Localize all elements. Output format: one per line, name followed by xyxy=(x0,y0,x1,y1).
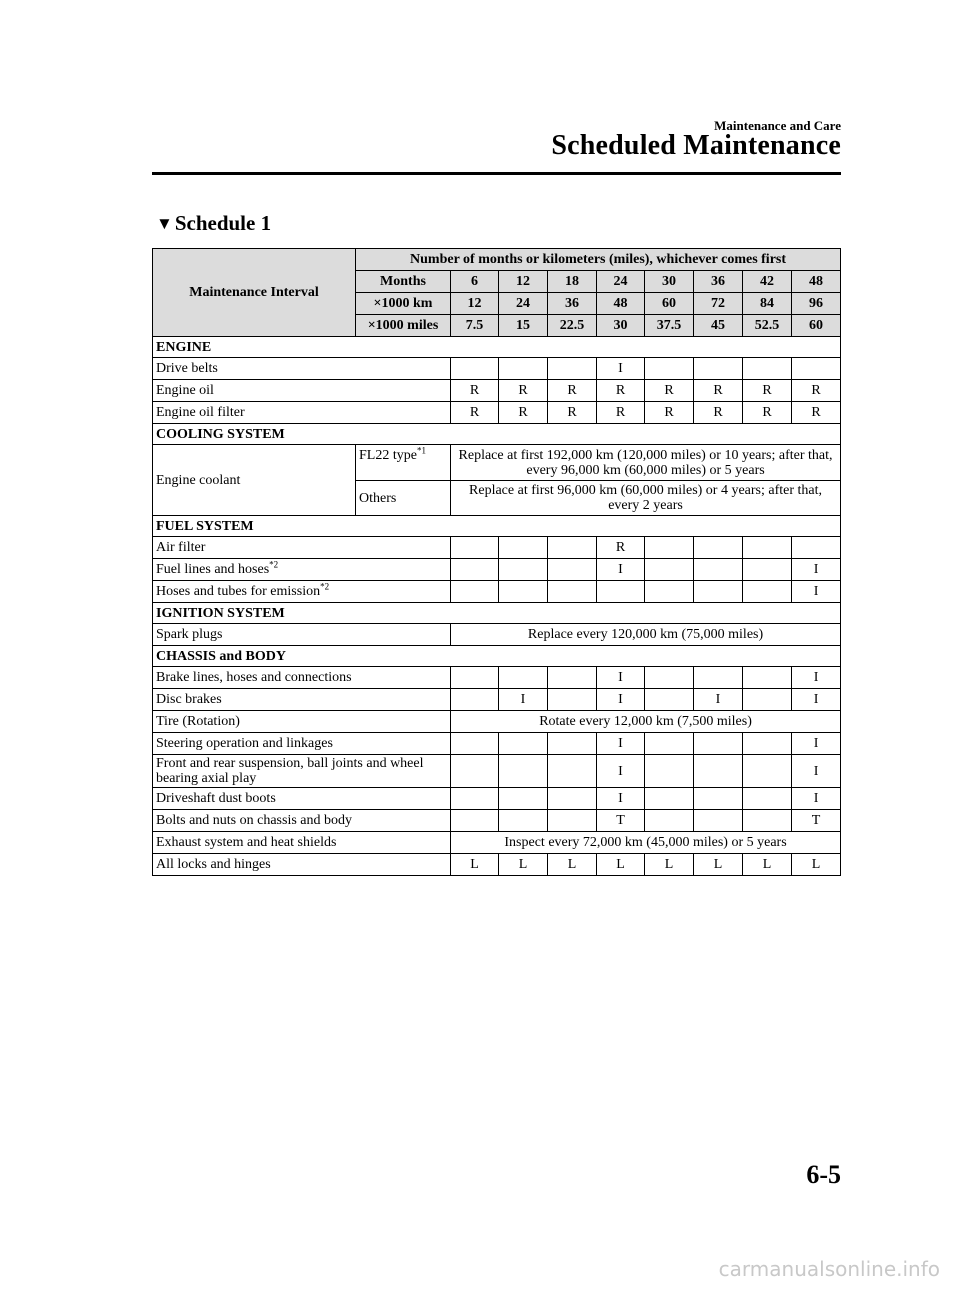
interval-value xyxy=(597,293,645,315)
item-interval-cell xyxy=(743,689,792,711)
item-interval-mark: I xyxy=(813,763,819,779)
item-name-text: Tire (Rotation) xyxy=(156,714,240,729)
item-interval-cell xyxy=(743,581,792,603)
item-interval-mark: I xyxy=(715,692,721,707)
item-row xyxy=(153,581,841,603)
item-interval-cell xyxy=(645,667,694,689)
item-name-text: Drive belts xyxy=(156,361,218,376)
item-interval-cell xyxy=(499,854,548,876)
item-interval-cell xyxy=(645,788,694,810)
item-interval-mark: R xyxy=(664,405,674,420)
interval-value-text: 48 xyxy=(809,274,824,289)
item-interval-cell xyxy=(743,755,792,788)
item-interval-mark: R xyxy=(664,383,674,398)
item-interval-cell xyxy=(499,537,548,559)
item-name-text: Steering operation and linkages xyxy=(156,736,333,751)
item-interval-note-text: Rotate every 12,000 km (7,500 miles) xyxy=(539,714,752,729)
item-interval-cell xyxy=(499,689,548,711)
item-interval-cell xyxy=(548,559,597,581)
item-name xyxy=(153,667,451,689)
item-interval-cell xyxy=(694,402,743,424)
item-interval-cell xyxy=(694,667,743,689)
item-name xyxy=(153,854,451,876)
footnote-marker: *2 xyxy=(320,581,330,592)
item-interval-mark: R xyxy=(469,383,480,398)
item-name xyxy=(153,358,451,380)
interval-value-text: 45 xyxy=(711,318,725,333)
section-row-cooling xyxy=(153,424,841,445)
item-interval-cell xyxy=(743,788,792,810)
coolant-fl22-text: Replace at first 192,000 km (120,000 miles) or 10 years; after that, every 96,000 km (60,000 miles) or 5 years xyxy=(458,447,833,478)
item-interval-cell xyxy=(743,810,792,832)
item-interval-mark: I xyxy=(813,736,819,751)
interval-value-text: 42 xyxy=(760,274,774,289)
interval-value xyxy=(792,315,841,337)
item-interval-cell xyxy=(548,689,597,711)
interval-value-text: 72 xyxy=(711,296,725,311)
item-interval-cell xyxy=(548,380,597,402)
item-interval-cell xyxy=(597,810,645,832)
item-name xyxy=(153,733,451,755)
coolant-row-fl22 xyxy=(153,445,841,481)
item-interval-mark: L xyxy=(811,857,821,872)
interval-caption-text: Number of months or kilometers (miles), whichever comes first xyxy=(410,252,787,267)
item-interval-cell xyxy=(792,810,841,832)
interval-value-text: 12 xyxy=(516,274,530,289)
item-interval-cell xyxy=(792,537,841,559)
item-interval-mark: I xyxy=(813,692,819,707)
item-interval-cell xyxy=(451,380,499,402)
interval-value xyxy=(499,315,548,337)
item-interval-cell xyxy=(499,402,548,424)
item-row xyxy=(153,559,841,581)
coolant-others-text: Replace at first 96,000 km (60,000 miles) or 4 years; after that, every 2 years xyxy=(469,483,823,513)
item-interval-note xyxy=(451,832,841,854)
interval-value-text: 96 xyxy=(809,296,824,311)
item-interval-cell xyxy=(499,733,548,755)
item-name-text: Brake lines, hoses and connections xyxy=(156,670,352,685)
item-interval-cell xyxy=(548,733,597,755)
item-interval-cell xyxy=(792,689,841,711)
item-interval-mark: I xyxy=(813,670,819,685)
interval-value-text: 6 xyxy=(471,274,478,289)
item-interval-mark: R xyxy=(811,383,821,398)
coolant-type-others xyxy=(356,481,451,516)
item-interval-cell xyxy=(694,733,743,755)
section-label: Maintenance and Care xyxy=(714,118,841,133)
item-interval-cell xyxy=(792,854,841,876)
item-row xyxy=(153,711,841,733)
section-heading xyxy=(153,424,841,445)
item-interval-cell xyxy=(694,358,743,380)
item-interval-mark: L xyxy=(518,857,528,872)
item-interval-mark: T xyxy=(811,813,821,828)
interval-value xyxy=(743,271,792,293)
item-interval-mark: R xyxy=(567,405,577,420)
item-interval-mark: R xyxy=(615,405,626,420)
item-interval-cell xyxy=(743,537,792,559)
item-name-text: Driveshaft dust boots xyxy=(156,791,276,806)
interval-value xyxy=(597,315,645,337)
item-row xyxy=(153,755,841,788)
item-row xyxy=(153,537,841,559)
item-interval-mark: R xyxy=(762,383,772,398)
item-interval-mark: I xyxy=(618,670,623,685)
item-interval-mark: I xyxy=(813,562,819,577)
interval-value xyxy=(499,271,548,293)
item-name-text: Bolts and nuts on chassis and body xyxy=(156,813,352,828)
interval-unit-label xyxy=(356,315,451,337)
item-name-text: Engine oil xyxy=(156,383,214,398)
item-interval-cell xyxy=(792,755,841,788)
item-interval-cell xyxy=(792,358,841,380)
item-interval-cell xyxy=(792,402,841,424)
item-interval-cell xyxy=(597,380,645,402)
section-heading xyxy=(153,516,841,537)
down-triangle-icon: ▼ xyxy=(156,213,173,233)
item-interval-mark: R xyxy=(518,405,528,420)
item-interval-cell xyxy=(645,854,694,876)
item-interval-note xyxy=(451,624,841,646)
item-interval-mark: L xyxy=(762,857,772,872)
item-interval-mark: R xyxy=(713,405,723,420)
item-interval-note xyxy=(451,711,841,733)
section-row-engine xyxy=(153,337,841,358)
interval-header-row xyxy=(153,249,841,271)
item-interval-cell xyxy=(451,559,499,581)
interval-value-text: 37.5 xyxy=(656,318,682,333)
interval-value xyxy=(548,315,597,337)
interval-unit-text: ×1000 km xyxy=(373,296,433,311)
item-name xyxy=(153,624,451,646)
interval-value xyxy=(548,271,597,293)
item-interval-cell xyxy=(743,559,792,581)
item-row xyxy=(153,689,841,711)
interval-value xyxy=(499,293,548,315)
item-interval-cell xyxy=(451,581,499,603)
interval-value-text: 12 xyxy=(467,296,482,311)
interval-value-text: 30 xyxy=(662,274,676,289)
item-interval-cell xyxy=(499,755,548,788)
interval-unit-text: Months xyxy=(380,274,426,289)
item-interval-cell xyxy=(743,854,792,876)
item-name xyxy=(153,380,451,402)
item-interval-mark: R xyxy=(811,405,821,420)
interval-value-text: 36 xyxy=(711,274,725,289)
item-interval-note-text: Replace every 120,000 km (75,000 miles) xyxy=(527,627,764,642)
item-interval-cell xyxy=(597,559,645,581)
maintenance-interval-label xyxy=(153,249,356,337)
item-interval-note-text: Inspect every 72,000 km (45,000 miles) or 5 years xyxy=(504,835,787,850)
item-interval-cell xyxy=(499,788,548,810)
item-interval-cell xyxy=(451,667,499,689)
maintenance-interval-text: Maintenance Interval xyxy=(189,285,319,300)
item-name xyxy=(153,402,451,424)
item-interval-cell xyxy=(451,733,499,755)
interval-caption xyxy=(356,249,841,271)
item-interval-mark: R xyxy=(518,383,528,398)
item-name-text: Front and rear suspension, ball joints and wheel bearing axial play xyxy=(156,756,424,786)
schedule-table-body xyxy=(153,249,841,876)
item-interval-cell xyxy=(548,581,597,603)
coolant-fl22-interval xyxy=(451,445,841,481)
coolant-name xyxy=(153,445,356,516)
item-interval-mark: R xyxy=(615,540,626,555)
interval-unit-text: ×1000 miles xyxy=(367,318,439,333)
interval-value xyxy=(792,271,841,293)
coolant-type-text: FL22 type xyxy=(359,448,417,463)
interval-value xyxy=(597,271,645,293)
item-interval-cell xyxy=(499,581,548,603)
interval-value-text: 30 xyxy=(613,318,628,333)
footnote-marker: *1 xyxy=(416,445,426,456)
item-interval-cell xyxy=(451,854,499,876)
item-interval-cell xyxy=(743,733,792,755)
coolant-type-text: Others xyxy=(359,490,397,506)
item-interval-cell xyxy=(694,755,743,788)
item-interval-cell xyxy=(548,402,597,424)
item-interval-mark: I xyxy=(520,692,526,707)
item-interval-mark: L xyxy=(616,857,625,872)
item-row xyxy=(153,358,841,380)
item-row xyxy=(153,667,841,689)
item-row xyxy=(153,810,841,832)
item-interval-mark: L xyxy=(664,857,674,872)
item-name-text: Engine oil filter xyxy=(156,405,245,420)
interval-value xyxy=(694,315,743,337)
item-interval-cell xyxy=(694,788,743,810)
item-interval-cell xyxy=(597,358,645,380)
item-interval-mark: I xyxy=(813,584,819,599)
page-title: Scheduled Maintenance xyxy=(551,130,841,161)
interval-value-text: 60 xyxy=(662,296,676,311)
item-interval-cell xyxy=(597,755,645,788)
item-interval-cell xyxy=(548,788,597,810)
interval-value-text: 15 xyxy=(516,318,530,333)
interval-value-text: 18 xyxy=(565,274,579,289)
item-interval-cell xyxy=(597,667,645,689)
item-interval-mark: R xyxy=(567,383,577,398)
item-interval-mark: L xyxy=(470,857,479,872)
section-heading-text: IGNITION SYSTEM xyxy=(156,605,285,621)
interval-value xyxy=(645,271,694,293)
item-interval-cell xyxy=(597,402,645,424)
interval-value xyxy=(451,293,499,315)
interval-value xyxy=(451,271,499,293)
item-interval-mark: L xyxy=(567,857,577,872)
item-interval-cell xyxy=(597,854,645,876)
item-name xyxy=(153,832,451,854)
item-interval-cell xyxy=(451,537,499,559)
item-interval-mark: I xyxy=(618,692,623,707)
item-interval-cell xyxy=(645,380,694,402)
item-interval-cell xyxy=(597,788,645,810)
schedule-title: Schedule 1 xyxy=(174,211,272,235)
item-interval-cell xyxy=(597,689,645,711)
item-interval-mark: I xyxy=(618,791,623,806)
section-heading-text: ENGINE xyxy=(156,339,212,355)
item-interval-mark: I xyxy=(618,736,623,751)
item-interval-cell xyxy=(743,380,792,402)
item-interval-cell xyxy=(548,667,597,689)
item-name-text: Exhaust system and heat shields xyxy=(156,835,337,850)
interval-value xyxy=(694,293,743,315)
item-interval-cell xyxy=(792,788,841,810)
interval-value-text: 24 xyxy=(516,296,530,311)
section-heading xyxy=(153,337,841,358)
interval-value-text: 22.5 xyxy=(559,318,585,333)
item-interval-cell xyxy=(451,810,499,832)
interval-value-text: 24 xyxy=(613,274,628,289)
interval-unit-label xyxy=(356,293,451,315)
schedule-heading xyxy=(156,211,271,236)
interval-value xyxy=(451,315,499,337)
interval-value-text: 60 xyxy=(809,318,824,333)
section-heading xyxy=(153,603,841,624)
interval-value xyxy=(645,293,694,315)
item-interval-cell xyxy=(451,358,499,380)
item-interval-cell xyxy=(499,380,548,402)
coolant-type-fl22 xyxy=(356,445,451,481)
item-name-text: All locks and hinges xyxy=(156,857,271,872)
item-interval-cell xyxy=(548,537,597,559)
interval-value xyxy=(645,315,694,337)
item-interval-mark: R xyxy=(713,383,723,398)
interval-value-text: 36 xyxy=(565,296,579,311)
section-heading-text: CHASSIS and BODY xyxy=(156,648,286,664)
section-row-ignition xyxy=(153,603,841,624)
interval-unit-label xyxy=(356,271,451,293)
item-interval-cell xyxy=(499,810,548,832)
item-row xyxy=(153,733,841,755)
interval-value-text: 52.5 xyxy=(754,318,780,333)
section-row-fuel xyxy=(153,516,841,537)
section-heading-text: COOLING SYSTEM xyxy=(156,426,285,442)
item-interval-cell xyxy=(548,755,597,788)
page-number: 6-5 xyxy=(806,1160,841,1189)
item-interval-cell xyxy=(694,689,743,711)
item-interval-cell xyxy=(792,581,841,603)
item-interval-cell xyxy=(792,733,841,755)
interval-value xyxy=(694,271,743,293)
item-interval-mark: I xyxy=(618,361,623,376)
section-heading-text: FUEL SYSTEM xyxy=(156,518,254,534)
item-interval-cell xyxy=(645,810,694,832)
item-row xyxy=(153,854,841,876)
section-heading xyxy=(153,646,841,667)
item-interval-cell xyxy=(645,581,694,603)
item-interval-cell xyxy=(645,755,694,788)
interval-value-text: 48 xyxy=(613,296,628,311)
item-interval-cell xyxy=(792,667,841,689)
interval-value xyxy=(548,293,597,315)
interval-value-text: 84 xyxy=(760,296,774,311)
item-interval-cell xyxy=(694,559,743,581)
interval-value xyxy=(743,315,792,337)
item-interval-cell xyxy=(548,810,597,832)
item-interval-cell xyxy=(694,537,743,559)
item-interval-cell xyxy=(645,559,694,581)
item-interval-cell xyxy=(743,358,792,380)
item-interval-cell xyxy=(645,537,694,559)
interval-value xyxy=(792,293,841,315)
item-interval-mark: R xyxy=(615,383,626,398)
item-row xyxy=(153,788,841,810)
item-interval-cell xyxy=(451,755,499,788)
item-interval-cell xyxy=(743,667,792,689)
coolant-others-interval xyxy=(451,481,841,516)
item-name xyxy=(153,755,451,788)
item-row xyxy=(153,402,841,424)
footnote-marker: *2 xyxy=(269,559,279,570)
item-name-text: Fuel lines and hoses xyxy=(156,562,270,577)
item-interval-mark: L xyxy=(713,857,723,872)
item-interval-cell xyxy=(792,559,841,581)
item-interval-mark: T xyxy=(616,813,625,828)
item-name xyxy=(153,559,451,581)
item-interval-cell xyxy=(792,380,841,402)
item-name xyxy=(153,810,451,832)
section-row-chassis xyxy=(153,646,841,667)
item-interval-cell xyxy=(548,358,597,380)
item-name xyxy=(153,689,451,711)
item-interval-cell xyxy=(597,537,645,559)
item-interval-cell xyxy=(597,581,645,603)
item-interval-cell xyxy=(694,810,743,832)
item-interval-mark: R xyxy=(762,405,772,420)
item-interval-cell xyxy=(645,402,694,424)
item-interval-cell xyxy=(694,854,743,876)
item-name xyxy=(153,711,451,733)
item-interval-cell xyxy=(694,581,743,603)
item-interval-cell xyxy=(694,380,743,402)
item-row xyxy=(153,380,841,402)
item-interval-cell xyxy=(743,402,792,424)
interval-value xyxy=(743,293,792,315)
item-interval-mark: I xyxy=(618,763,623,779)
interval-value-text: 7.5 xyxy=(465,318,484,333)
item-interval-cell xyxy=(499,358,548,380)
watermark: carmanualsonline.info xyxy=(718,1257,940,1281)
item-name xyxy=(153,788,451,810)
item-interval-cell xyxy=(645,689,694,711)
item-interval-cell xyxy=(645,733,694,755)
item-name-text: Air filter xyxy=(156,540,206,555)
item-name-text: Hoses and tubes for emission xyxy=(156,584,321,599)
item-name-text: Spark plugs xyxy=(156,627,223,642)
item-interval-cell xyxy=(597,733,645,755)
item-row xyxy=(153,832,841,854)
coolant-name-text: Engine coolant xyxy=(156,472,241,488)
item-name xyxy=(153,581,451,603)
item-name xyxy=(153,537,451,559)
item-interval-cell xyxy=(451,402,499,424)
maintenance-schedule-table xyxy=(152,248,841,876)
item-interval-cell xyxy=(451,788,499,810)
item-interval-cell xyxy=(645,358,694,380)
item-interval-cell xyxy=(499,667,548,689)
item-name-text: Disc brakes xyxy=(156,692,222,707)
header-rule xyxy=(152,172,841,175)
item-interval-cell xyxy=(451,689,499,711)
item-interval-mark: I xyxy=(618,562,623,577)
item-row xyxy=(153,624,841,646)
item-interval-mark: I xyxy=(813,791,819,806)
item-interval-cell xyxy=(548,854,597,876)
item-interval-mark: R xyxy=(469,405,480,420)
item-interval-cell xyxy=(499,559,548,581)
